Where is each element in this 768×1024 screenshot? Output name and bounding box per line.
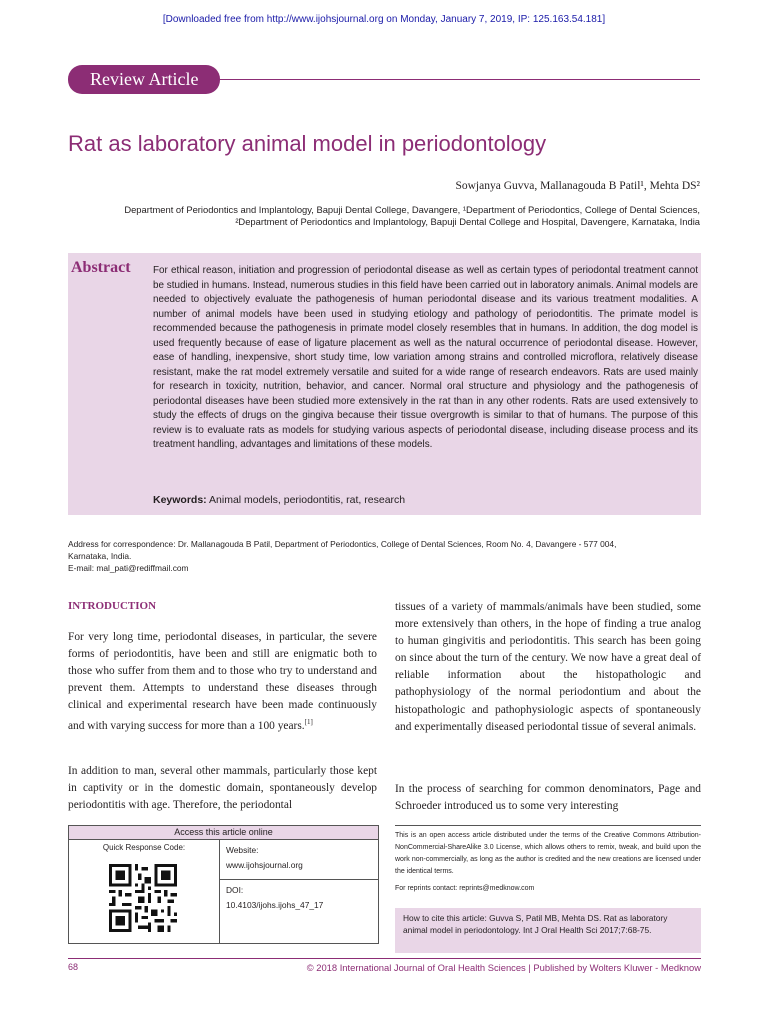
footer-rule <box>68 958 701 959</box>
intro-paragraph-4: In the process of searching for common denominators, Page and Schroeder introduced us to some very interesting <box>395 783 701 813</box>
citation-ref[interactable]: [1] <box>304 718 313 727</box>
intro-paragraph-2: In addition to man, several other mammals, particularly those kept in captivity or in the domestic domain, spontaneously develop periodontitis with age. Therefore, the periodontal <box>68 765 377 812</box>
access-box <box>68 825 379 944</box>
author-list: Sowjanya Guvva, Mallanagouda B Patil¹, Mehta DS² <box>455 180 700 192</box>
keywords-label: Keywords: <box>153 494 207 506</box>
qr-code-icon[interactable] <box>109 864 177 932</box>
license-text: This is an open access article distributed under the terms of the Creative Commons Attribution-NonCommercial-ShareAlike 3.0 License, which allows others to remix, tweak, and build upon the work non-commercially, as long as the author is credited and the new creations are licensed under the identical terms. <box>395 832 701 875</box>
doi-link[interactable]: 10.4103/ijohs.ijohs_47_17 <box>226 900 324 910</box>
affiliation-line: ²Department of Periodontics and Implantology, Bapuji Dental College and Hospital, Davengere, Karnataka, India <box>235 216 700 227</box>
qr-cell <box>69 840 220 943</box>
access-box-header: Access this article online <box>69 826 378 840</box>
correspondence <box>68 538 700 574</box>
correspondence-address-cont: Karnataka, India. <box>68 551 132 561</box>
abstract-heading: Abstract <box>71 259 131 276</box>
license-rule <box>395 825 701 826</box>
affiliation-line: Department of Periodontics and Implantology, Bapuji Dental College, Davangere, ¹Department of Periodontics, College of Dental Sciences, <box>124 204 700 215</box>
doi-label: DOI: <box>226 885 244 895</box>
download-note: [Downloaded free from http://www.ijohsjournal.org on Monday, January 7, 2019, IP: 125.163.54.181] <box>162 14 606 25</box>
doi-block <box>220 880 378 913</box>
correspondence-address: Address for correspondence: Dr. Mallanagouda B Patil, Department of Periodontics, College of Dental Sciences, Room No. 4, Davangere - 577 004, <box>68 539 617 549</box>
website-label: Website: <box>226 845 259 855</box>
keywords <box>153 494 405 506</box>
intro-paragraph-3: tissues of a variety of mammals/animals have been studied, some more extensively than others, in the hope of finding a true analog to human gingivitis and periodontitis. This search has been going on since about the turn of the century. We now have a great deal of reliable information about the histopathologic and pathophysiology of the normal periodontium and about the histopathologic and pathophysiologic aspects of spontaneously and experimentally diseased periodontal tissue of several animals. <box>395 601 701 733</box>
article-title: Rat as laboratory animal model in periodontology <box>68 131 547 156</box>
abstract-text: For ethical reason, initiation and progression of periodontal disease as well as certain types of periodontal treatment cannot be studied in humans. Instead, numerous studies in this field have been carried out in laboratory animals. Animal models are needed to objectively evaluate the pathogenesis of human periodontal disease and its various treatment modalities. A number of animal models have been used in studying etiology and pathology of periodontitis. The primate model is recommended because the pathogenesis in primate model closely resembles that in humans. In addition, the dog model is used frequently because of ease of ligature placement as well as the natural occurrence of periodontal disease. However, ease of handling, inexpensive, short study time, low variation among strains and controlled microflora, relatively disease resistant, make the rat model extremely versatile and suited for a wide range of research endeavors. Rats are used mainly for research in toxicity, nutrition, behavior, and cancer. Normal oral structure and physiology and the pathogenesis of periodontal diseases have been studied more extensively in the rat than in any other rodents. Rats are used extensively to study the effects of drugs on the gingiva because their tissue overgrowth is similar to that of humans. The purpose of this review is to evaluate rats as models for studying various aspects of periodontal disease, including disease process and its treatment handling, advantages and limitations of these models. <box>153 265 698 450</box>
website-link[interactable]: www.ijohsjournal.org <box>226 860 303 870</box>
page-number: 68 <box>68 962 79 972</box>
publisher-line: © 2018 International Journal of Oral Health Sciences | Published by Wolters Kluwer - Medknow <box>306 962 701 973</box>
citation-box: How to cite this article: Guvva S, Patil MB, Mehta DS. Rat as laboratory animal model in periodontology. Int J Oral Health Sci 2017;7:68-75. <box>395 908 701 953</box>
intro-paragraph-1-text: For very long time, periodontal diseases, in particular, the severe forms of periodontitis, have been and still are enigmatic both to those who suffer from them and to those who try to understand and prevent them. Attempts to understand these diseases through clinical and experimental research have been made continuously and with varying success for more than a 100 years. <box>68 631 377 733</box>
reprints-contact: For reprints contact: reprints@medknow.com <box>395 885 535 892</box>
qr-label: Quick Response Code: <box>102 843 186 852</box>
website-block <box>220 840 378 873</box>
website-cell <box>220 840 378 943</box>
affiliations <box>68 204 700 228</box>
keywords-value: Animal models, periodontitis, rat, research <box>209 494 406 506</box>
article-type-badge: Review Article <box>68 65 220 94</box>
intro-paragraph-1 <box>68 629 377 735</box>
introduction-heading: INTRODUCTION <box>68 600 157 612</box>
correspondence-email: E-mail: mal_pati@rediffmail.com <box>68 563 189 573</box>
